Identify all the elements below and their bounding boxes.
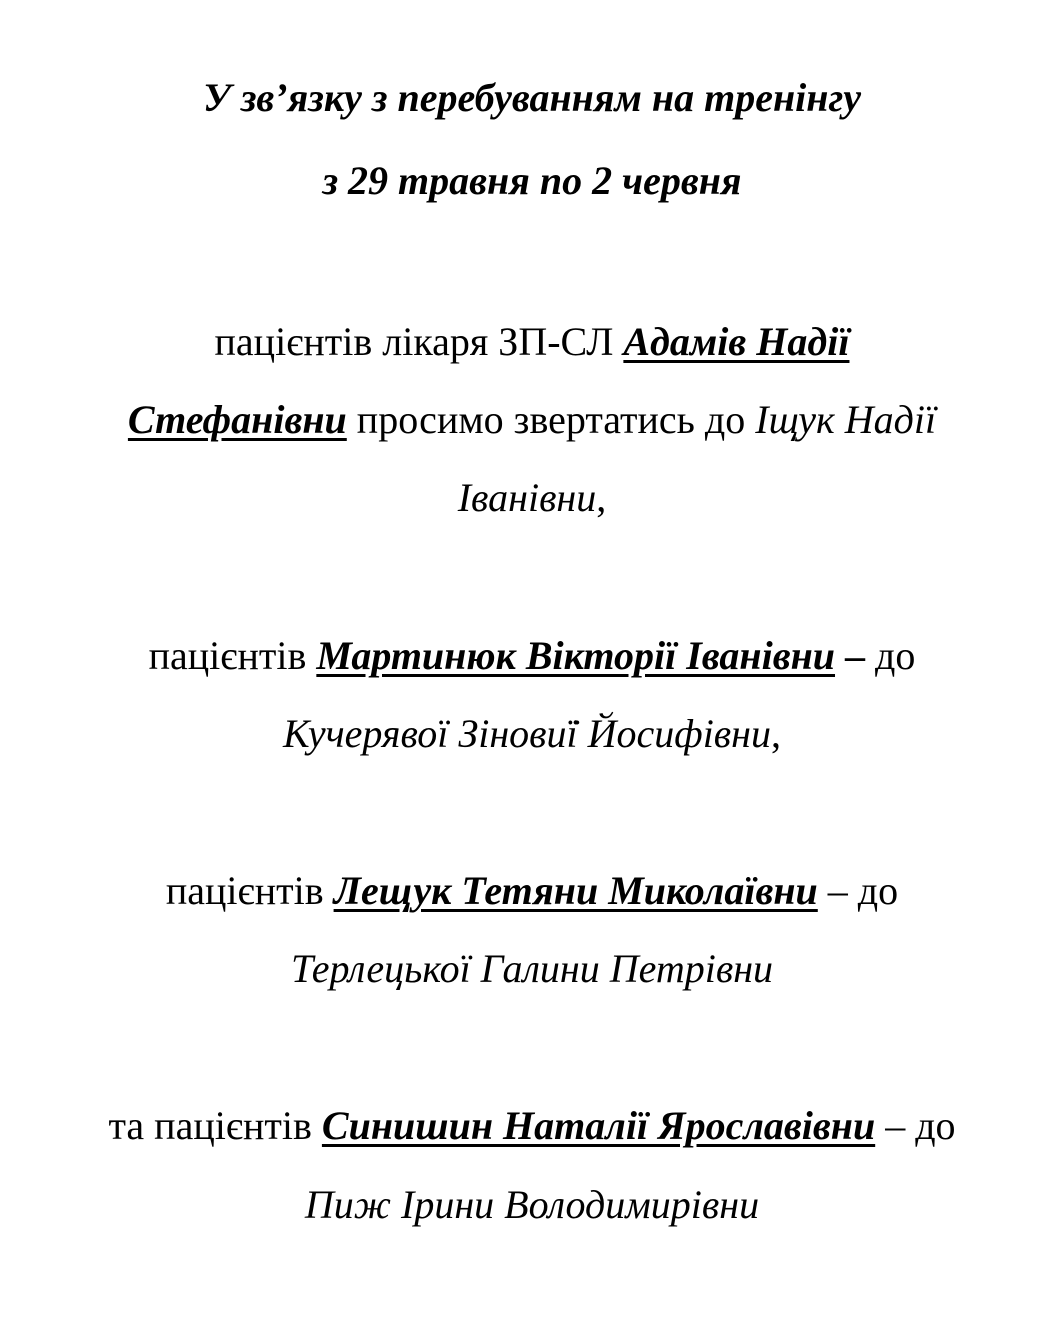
entry-1-doctor-name-part1: Адамів Надії xyxy=(623,319,850,364)
entry-2-substitute-name: Кучерявої Зінови̇ї Йосифівни xyxy=(282,711,772,756)
entry-3-line-2 xyxy=(0,945,1064,993)
entry-3-substitute-name: Терлецької Галини Петрівни xyxy=(290,946,774,991)
entry-2-doctor-name: Мартинюк Вікторії Іванівни xyxy=(316,633,836,678)
entry-1-doctor-name-part2: Стефанівни xyxy=(127,397,347,442)
entry-3-prefix: пацієнтів xyxy=(165,868,334,913)
entry-1-line-3 xyxy=(0,474,1064,522)
entry-3-line-1 xyxy=(0,867,1064,915)
heading-line-1: У зв’язку з перебуванням на тренінгу xyxy=(202,75,862,120)
entry-2-dash: – xyxy=(835,633,866,678)
entry-2-suffix: , xyxy=(771,711,782,756)
entry-1-mid-text: просимо звертатись до xyxy=(346,397,756,442)
entry-4-line-1 xyxy=(0,1102,1064,1150)
heading-line-2: з 29 травня по 2 червня xyxy=(322,158,742,203)
entry-3-to: – до xyxy=(817,868,899,913)
entry-2-line-2 xyxy=(0,710,1064,758)
entry-4-substitute-name: Пиж Ірини Володимирівни xyxy=(304,1182,760,1227)
entry-1-suffix: , xyxy=(596,475,607,520)
entry-4-doctor-name: Синишин Наталії Ярославівни xyxy=(321,1103,876,1148)
entry-1-line-2 xyxy=(0,396,1064,444)
entry-2-to: до xyxy=(865,633,916,678)
entry-4-prefix: та пацієнтів xyxy=(108,1103,322,1148)
entry-1-substitute-name-part2: Іванівни xyxy=(457,475,597,520)
entry-4-to: – до xyxy=(875,1103,956,1148)
entry-3-doctor-name: Лещук Тетяни Миколаївни xyxy=(333,868,818,913)
entry-1-prefix: пацієнтів лікаря ЗП-СЛ xyxy=(214,319,624,364)
entry-1-substitute-name-part1: Іщук Надії xyxy=(755,397,937,442)
entry-2-prefix: пацієнтів xyxy=(148,633,317,678)
entry-4-line-2 xyxy=(0,1181,1064,1229)
entry-1-line-1 xyxy=(0,318,1064,366)
entry-2-line-1 xyxy=(0,632,1064,680)
